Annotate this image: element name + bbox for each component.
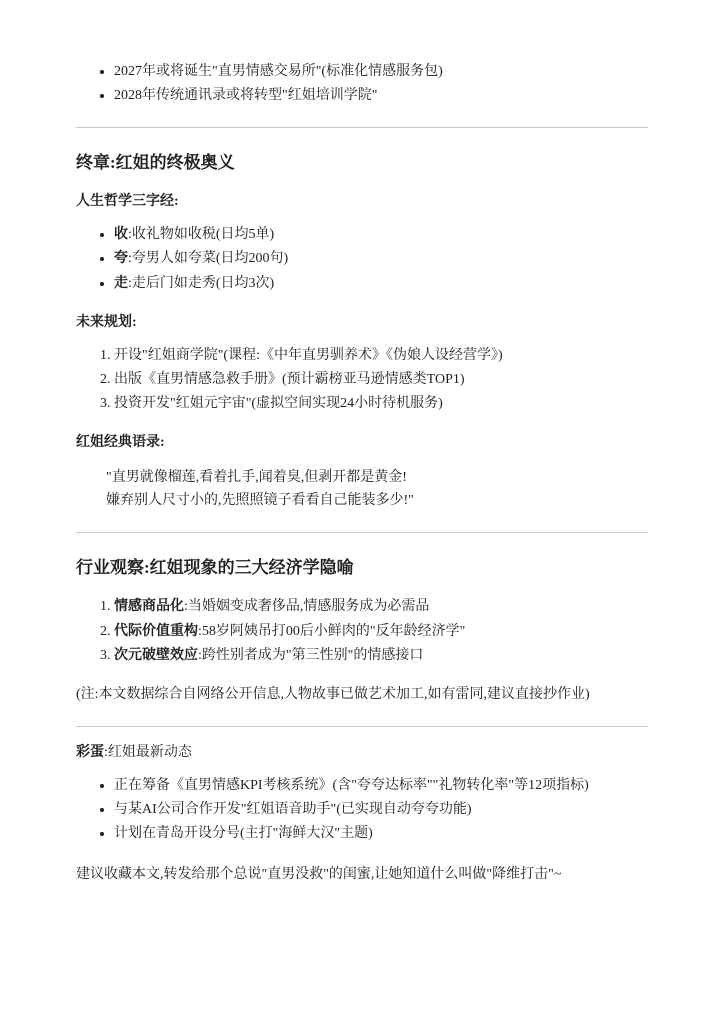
easter-egg-label bbox=[76, 741, 648, 764]
list-item bbox=[114, 344, 648, 367]
plans-label: 未来规划: bbox=[76, 314, 137, 330]
divider bbox=[76, 532, 648, 533]
list-item bbox=[114, 620, 648, 643]
intro-bullet-text: 2028年传统通讯录或将转型"红姐培训学院" bbox=[114, 88, 378, 104]
philosophy-label: 人生哲学三字经: bbox=[76, 194, 179, 210]
classic-quote bbox=[106, 466, 648, 512]
easter-egg-list bbox=[76, 774, 648, 845]
list-item bbox=[114, 774, 648, 797]
list-item bbox=[114, 60, 648, 83]
philosophy-text: :走后门如走秀(日均3次) bbox=[128, 275, 275, 291]
section-title-final-chapter: 终章:红姐的终极奥义 bbox=[76, 153, 235, 173]
divider bbox=[76, 127, 648, 128]
list-item bbox=[114, 223, 648, 246]
disclaimer-note: (注:本文数据综合自网络公开信息,人物故事已做艺术加工,如有雷同,建议直接抄作业) bbox=[76, 686, 590, 702]
quotes-label: 红姐经典语录: bbox=[76, 435, 165, 451]
easter-egg-label-rest: :红姐最新动态 bbox=[104, 744, 192, 760]
philosophy-list bbox=[76, 223, 648, 294]
philosophy-keyword: 收 bbox=[114, 227, 128, 243]
list-item bbox=[114, 798, 648, 821]
intro-bullet-text: 2027年或将诞生"直男情感交易所"(标准化情感服务包) bbox=[114, 64, 443, 79]
philosophy-keyword: 夸 bbox=[114, 251, 128, 267]
plan-text: 投资开发"红姐元宇宙"(虚拟空间实现24小时待机服务) bbox=[114, 395, 443, 411]
list-item bbox=[114, 272, 648, 295]
list-item bbox=[114, 595, 648, 618]
philosophy-text: :收礼物如收税(日均5单) bbox=[128, 227, 275, 243]
list-item bbox=[114, 822, 648, 845]
industry-text: :58岁阿姨吊打00后小鲜肉的"反年龄经济学" bbox=[198, 623, 466, 639]
plans-list bbox=[76, 344, 648, 415]
list-item bbox=[114, 247, 648, 270]
industry-text: :当婚姻变成奢侈品,情感服务成为必需品 bbox=[184, 599, 430, 615]
industry-list bbox=[76, 595, 648, 666]
philosophy-text: :夸男人如夸菜(日均200句) bbox=[128, 251, 289, 267]
list-item bbox=[114, 84, 648, 107]
easter-egg-keyword: 彩蛋 bbox=[76, 744, 104, 760]
divider bbox=[76, 726, 648, 727]
industry-text: :跨性别者成为"第三性别"的情感接口 bbox=[198, 647, 424, 663]
easter-egg-text: 计划在青岛开设分号(主打"海鲜大汉"主题) bbox=[114, 826, 373, 842]
philosophy-keyword: 走 bbox=[114, 275, 128, 291]
list-item bbox=[114, 392, 648, 415]
industry-keyword: 代际价值重构 bbox=[114, 623, 198, 639]
list-item bbox=[114, 644, 648, 667]
industry-keyword: 情感商品化 bbox=[114, 599, 184, 615]
list-item bbox=[114, 368, 648, 391]
closing-paragraph: 建议收藏本文,转发给那个总说"直男没救"的闺蜜,让她知道什么叫做"降维打击"~ bbox=[76, 867, 562, 883]
intro-bullet-list bbox=[76, 60, 648, 107]
section-title-industry: 行业观察:红姐现象的三大经济学隐喻 bbox=[76, 558, 354, 578]
easter-egg-text: 正在筹备《直男情感KPI考核系统》(含"夸夸达标率""礼物转化率"等12项指标) bbox=[114, 777, 589, 793]
plan-text: 开设"红姐商学院"(课程:《中年直男驯养术》《伪娘人设经营学》) bbox=[114, 347, 503, 363]
quote-line: 嫌弃别人尺寸小的,先照照镜子看看自己能装多少!" bbox=[106, 493, 414, 509]
plan-text: 出版《直男情感急救手册》(预计霸榜亚马逊情感类TOP1) bbox=[114, 371, 465, 387]
industry-keyword: 次元破壁效应 bbox=[114, 647, 198, 663]
quote-line: "直男就像榴莲,看着扎手,闻着臭,但剥开都是黄金! bbox=[106, 470, 407, 486]
easter-egg-text: 与某AI公司合作开发"红姐语音助手"(已实现自动夸夸功能) bbox=[114, 801, 472, 817]
